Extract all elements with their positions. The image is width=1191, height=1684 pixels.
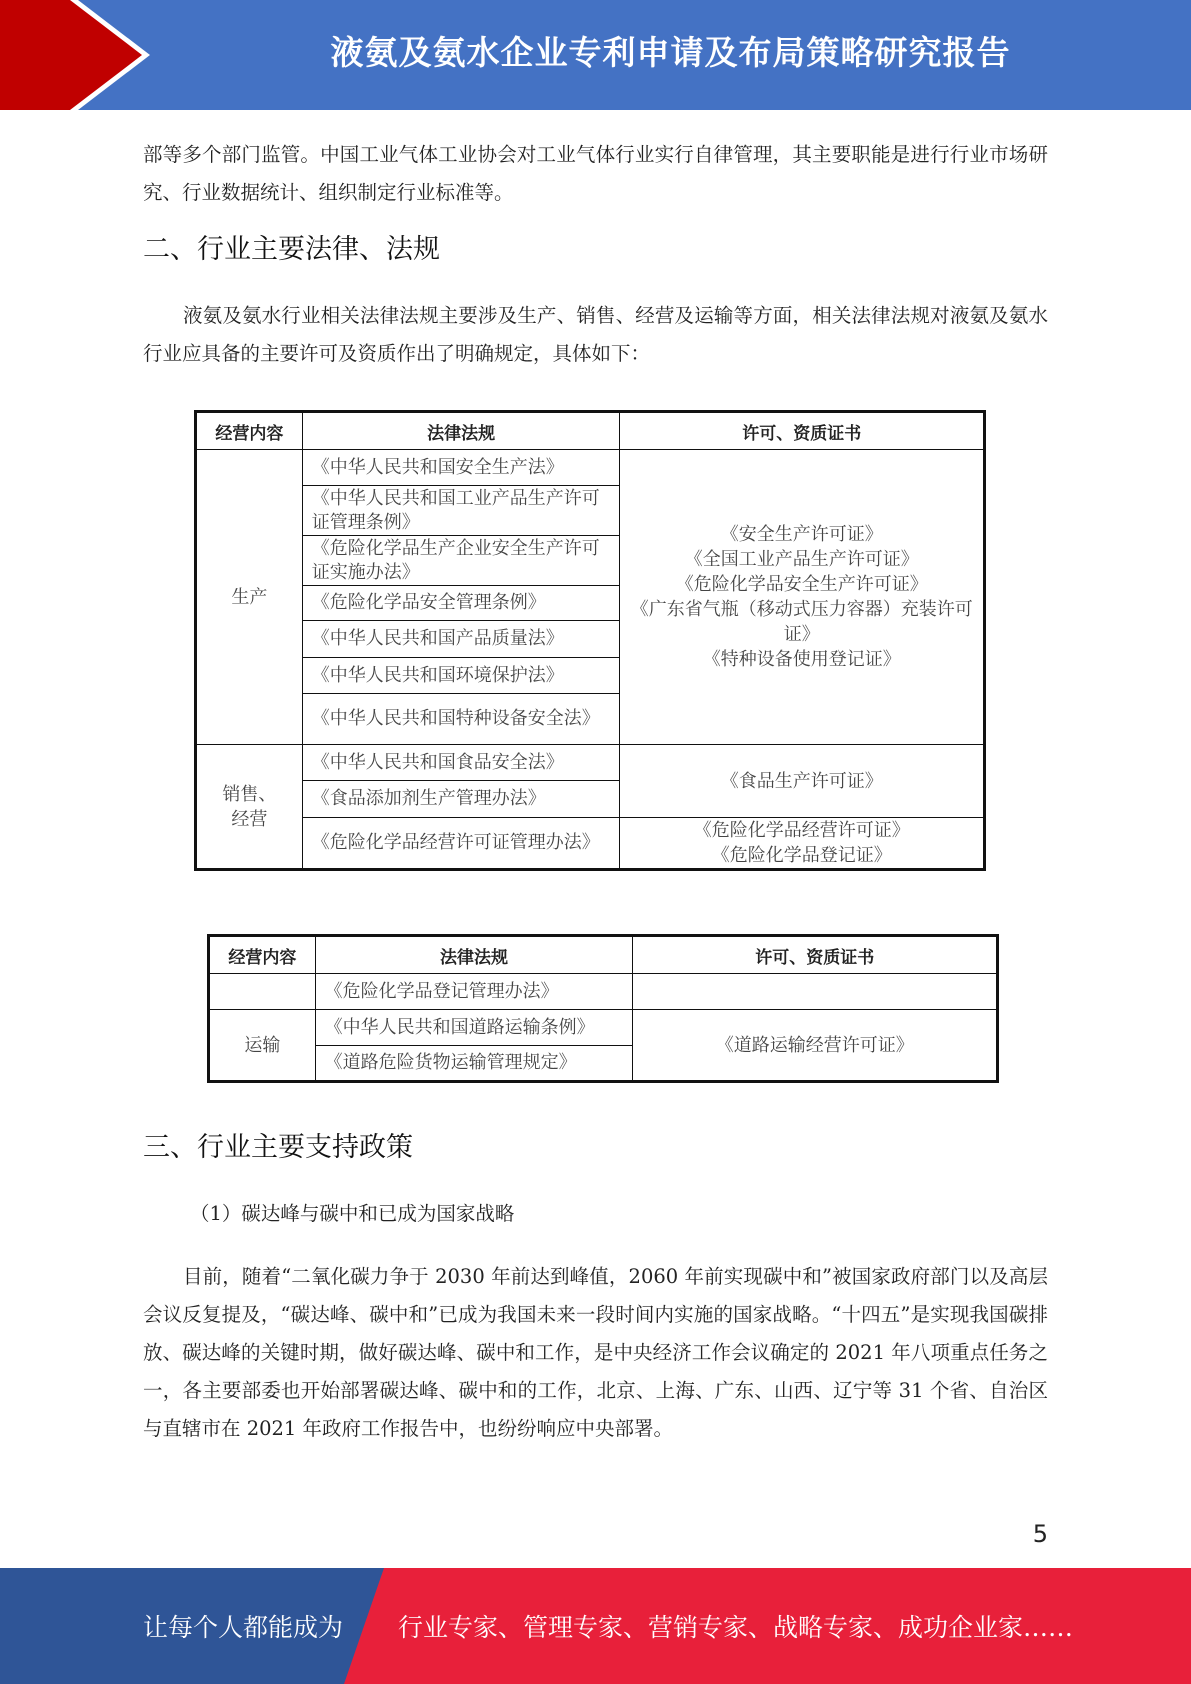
law-cell: 《中华人民共和国工业产品生产许可证管理条例》 xyxy=(302,486,620,536)
license-cell-empty xyxy=(633,974,998,1010)
section-heading-laws: 二、行业主要法律、法规 xyxy=(143,234,440,265)
business-sales-line1: 销售、 xyxy=(222,783,277,805)
table-row xyxy=(209,974,998,1010)
business-transport: 运输 xyxy=(209,1010,316,1082)
col-header-business: 经营内容 xyxy=(196,412,303,450)
law-cell: 《危险化学品安全管理条例》 xyxy=(302,586,620,621)
law-cell: 《食品添加剂生产管理办法》 xyxy=(302,781,620,818)
section-paragraph-laws: 液氨及氨水行业相关法律法规主要涉及生产、销售、经营及运输等方面，相关法律法规对液氨及氨水行业应具备的主要许可及资质作出了明确规定，具体如下： xyxy=(143,304,1048,365)
law-cell: 《道路危险货物运输管理规定》 xyxy=(315,1046,633,1082)
col-header-laws: 法律法规 xyxy=(302,412,620,450)
business-cell-empty xyxy=(209,974,316,1010)
license-item: 《广东省气瓶（移动式压力容器）充装许可证》 xyxy=(630,599,973,645)
license-item: 《危险化学品登记证》 xyxy=(711,845,892,866)
license-cell xyxy=(620,818,985,870)
regulations-table-continued xyxy=(207,934,999,1083)
license-item: 《安全生产许可证》 xyxy=(720,524,883,545)
col-header-licenses: 许可、资质证书 xyxy=(620,412,985,450)
report-title: 液氨及氨水企业专利申请及布局策略研究报告 xyxy=(330,33,1011,72)
law-cell: 《中华人民共和国安全生产法》 xyxy=(302,450,620,486)
col-header-laws: 法律法规 xyxy=(315,936,633,974)
law-cell: 《危险化学品登记管理办法》 xyxy=(315,974,633,1010)
license-item: 《危险化学品经营许可证》 xyxy=(693,820,910,841)
law-cell: 《中华人民共和国道路运输条例》 xyxy=(315,1010,633,1046)
section-heading-policies: 三、行业主要支持政策 xyxy=(143,1132,413,1163)
page-footer xyxy=(0,1568,1191,1684)
law-cell: 《中华人民共和国食品安全法》 xyxy=(302,745,620,781)
regulations-table xyxy=(194,410,986,871)
page-header xyxy=(0,0,1191,110)
table-row xyxy=(196,818,985,870)
table-header-row xyxy=(209,936,998,974)
law-cell: 《中华人民共和国产品质量法》 xyxy=(302,621,620,658)
header-chevron xyxy=(0,0,142,110)
license-item: 《全国工业产品生产许可证》 xyxy=(684,549,919,570)
policy-paragraph: 目前，随着“二氧化碳力争于 2030 年前达到峰值，2060 年前实现碳中和”被国家政府部门以及高层会议反复提及，“碳达峰、碳中和”已成为我国未来一段时间内实施的国家战略。“十四五”是实现我国碳排放、碳达峰的关键时期，做好碳达峰、碳中和工作，是中央经济工作会议确定的 2021 年八项重点任务之一，各主要部委也开始部署碳达峰、碳中和的工作，北京、上海、广东、山西、辽宁等 31 个省、自治区与直辖市在 2021 年政府工作报告中，也纷纷响应中央部署。 xyxy=(143,1265,1048,1440)
production-licenses-cell xyxy=(620,450,985,745)
law-cell: 《危险化学品生产企业安全生产许可证实施办法》 xyxy=(302,536,620,586)
license-item: 《危险化学品安全生产许可证》 xyxy=(675,574,928,595)
license-item: 《特种设备使用登记证》 xyxy=(702,649,901,670)
page-number: 5 xyxy=(1032,1520,1048,1548)
law-cell: 《中华人民共和国环境保护法》 xyxy=(302,658,620,694)
col-header-business: 经营内容 xyxy=(209,936,316,974)
table-row xyxy=(209,1010,998,1046)
business-production: 生产 xyxy=(196,450,303,745)
business-sales-line2: 经营 xyxy=(231,808,268,830)
license-cell: 《道路运输经营许可证》 xyxy=(633,1010,998,1082)
col-header-licenses: 许可、资质证书 xyxy=(633,936,998,974)
footer-slogan-left: 让每个人都能成为 xyxy=(143,1613,344,1642)
business-sales xyxy=(196,745,303,870)
law-cell: 《危险化学品经营许可证管理办法》 xyxy=(302,818,620,870)
policy-subheading: （1）碳达峰与碳中和已成为国家战略 xyxy=(190,1202,515,1225)
license-cell: 《食品生产许可证》 xyxy=(620,745,985,818)
table-header-row xyxy=(196,412,985,450)
table-row xyxy=(196,450,985,486)
footer-slogan-right: 行业专家、管理专家、营销专家、战略专家、成功企业家…… xyxy=(398,1613,1074,1642)
table-row xyxy=(196,745,985,781)
intro-paragraph: 部等多个部门监管。中国工业气体工业协会对工业气体行业实行自律管理，其主要职能是进行行业市场研究、行业数据统计、组织制定行业标准等。 xyxy=(143,143,1048,204)
law-cell: 《中华人民共和国特种设备安全法》 xyxy=(302,694,620,745)
